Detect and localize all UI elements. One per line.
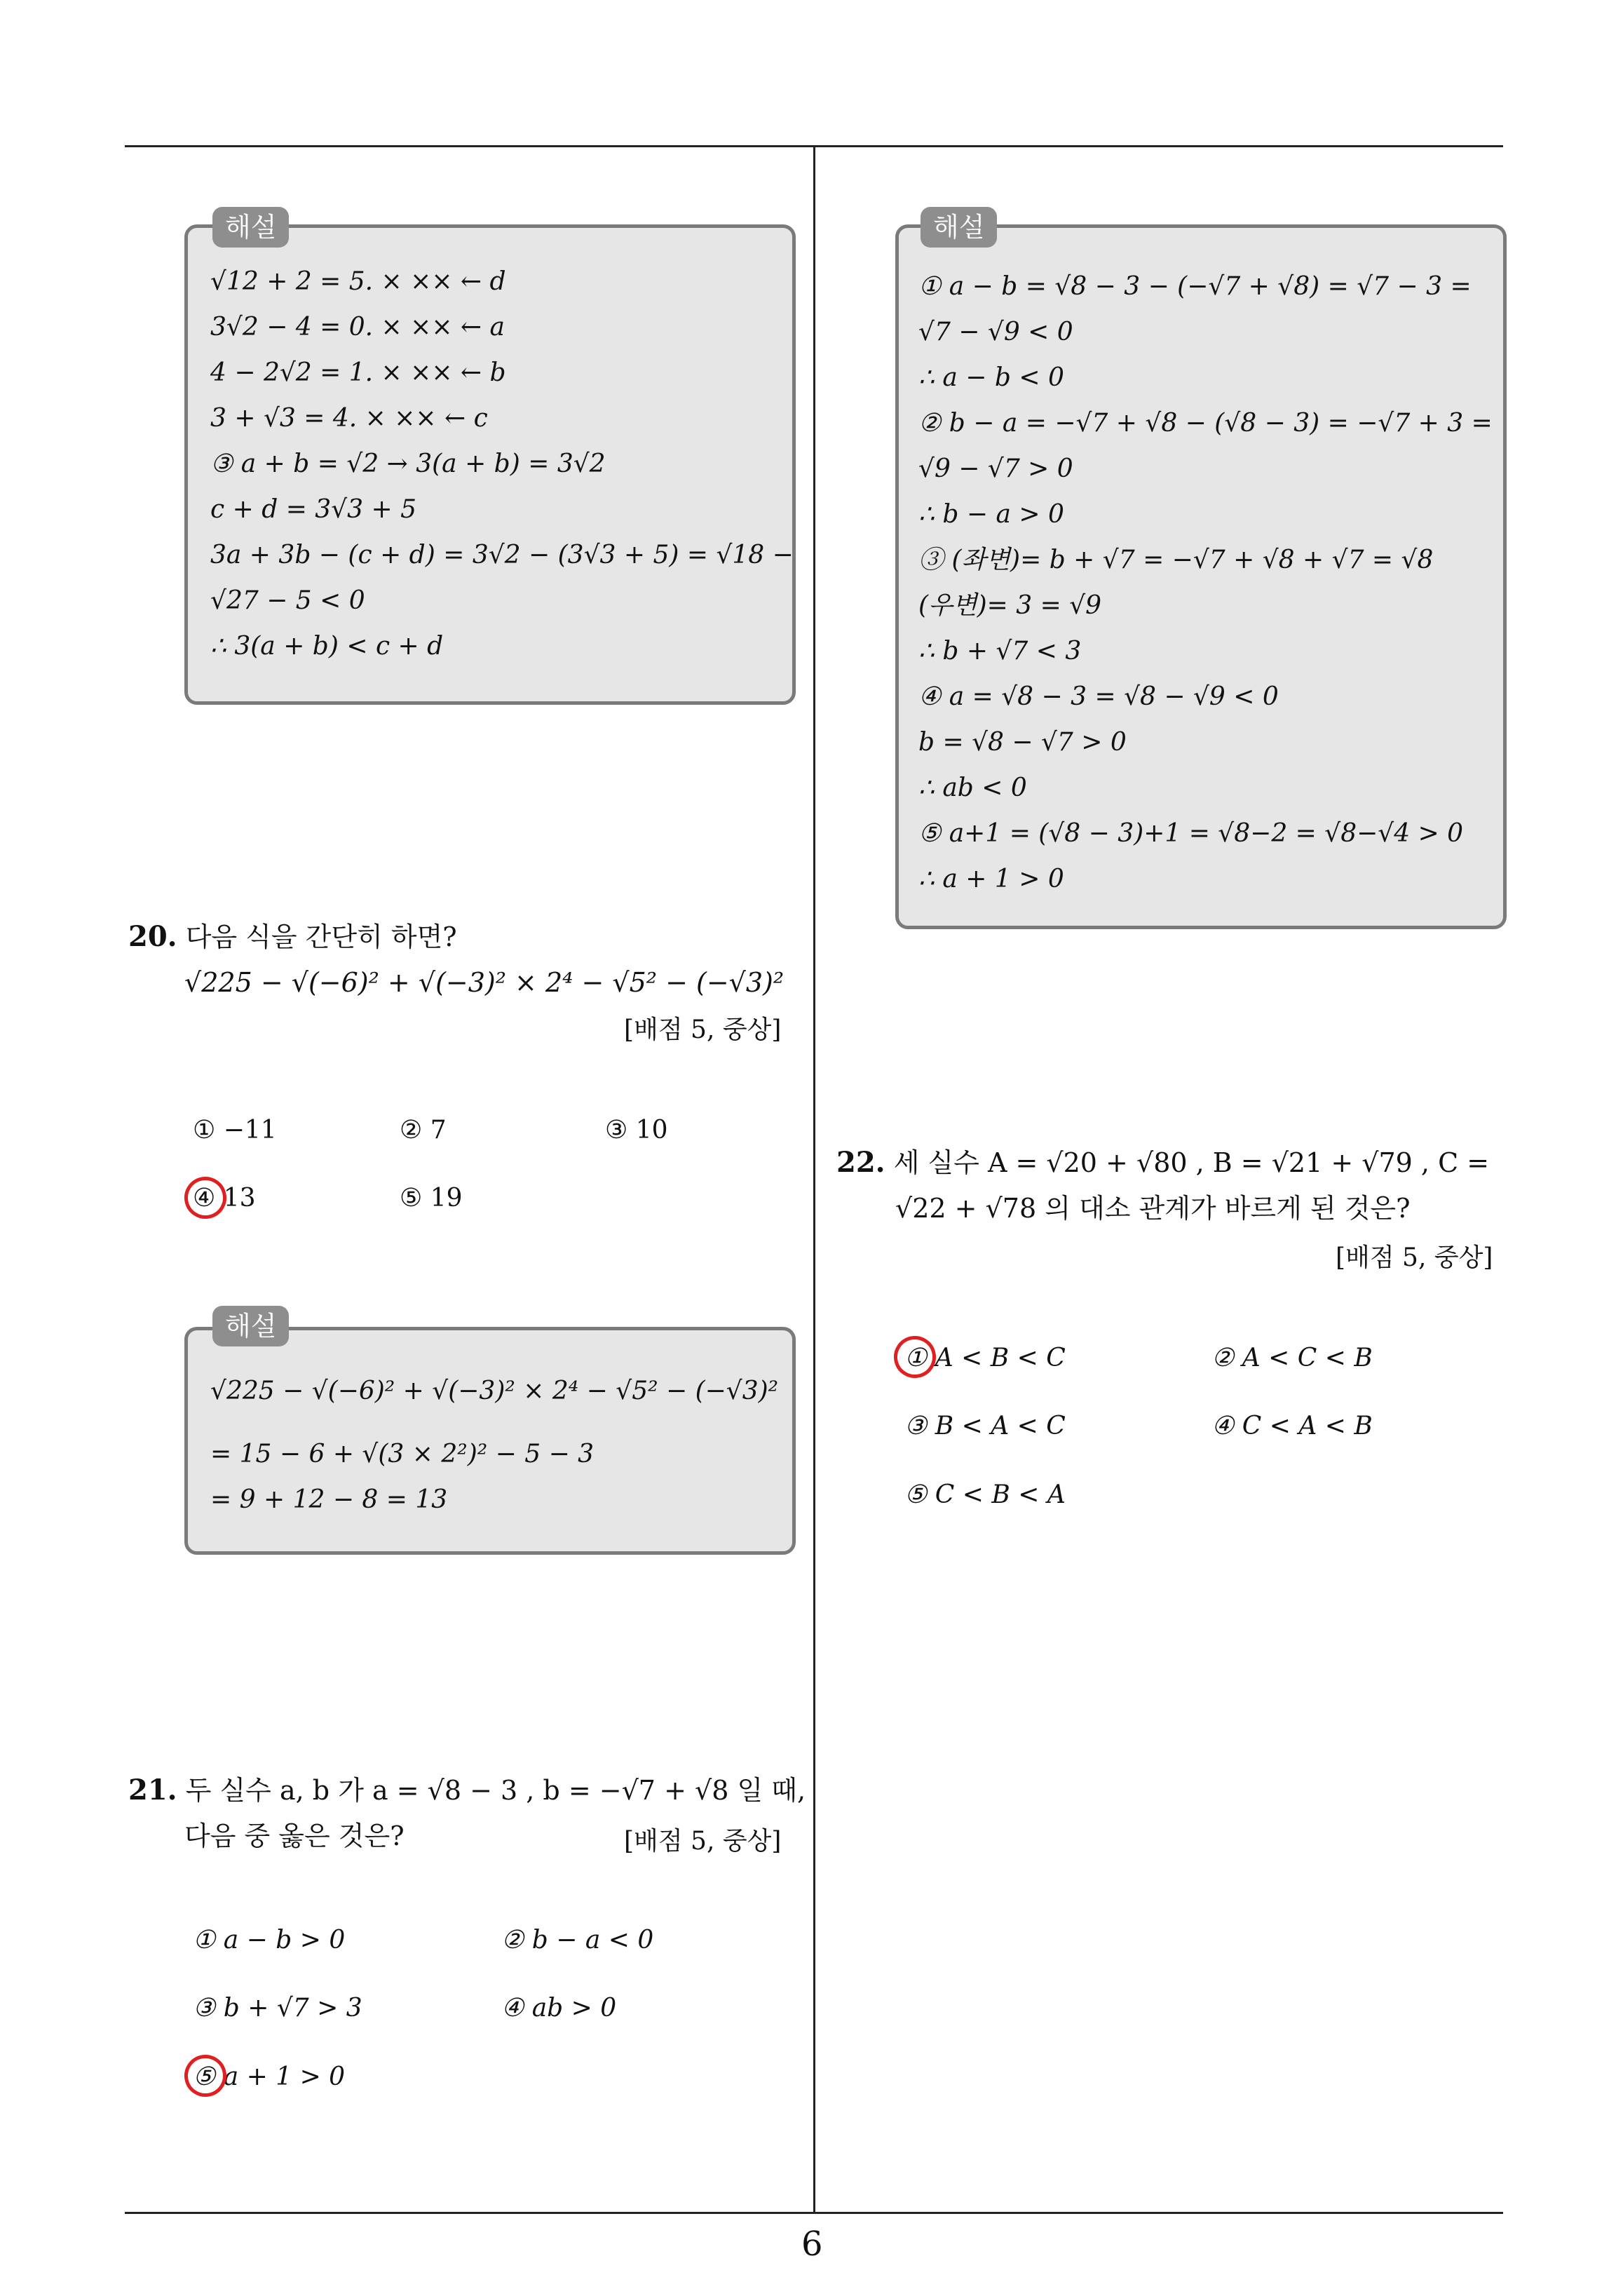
solution-line: = 9 + 12 − 8 = 13 — [210, 1485, 448, 1514]
solution-line: ③ a + b = √2 → 3(a + b) = 3√2 — [210, 450, 606, 478]
q21-option-5[interactable]: ⑤ a + 1 > 0 — [193, 2062, 346, 2091]
question-text: 다음 식을 간단히 하면? — [185, 921, 457, 952]
solution-line: = 15 − 6 + √(3 × 2²)² − 5 − 3 — [210, 1440, 595, 1468]
solution-box-20 — [184, 1327, 796, 1555]
q22-option-4[interactable]: ④ C < A < B — [1211, 1412, 1373, 1440]
question-20-points: [배점 5, 중상] — [624, 1015, 782, 1044]
solution-line: ∴ a + 1 > 0 — [918, 865, 1064, 893]
solution-line: ∴ b + √7 < 3 — [918, 637, 1082, 666]
question-number: 20. — [128, 920, 177, 953]
solution-line: c + d = 3√3 + 5 — [210, 495, 417, 524]
q20-answer-mark — [180, 1173, 230, 1222]
q22-option-3[interactable]: ③ B < A < C — [904, 1412, 1066, 1440]
question-22-points: [배점 5, 중상] — [1336, 1243, 1493, 1272]
solution-line: ∴ 3(a + b) < c + d — [210, 632, 444, 661]
q20-option-3[interactable]: ③ 10 — [605, 1116, 668, 1144]
question-22 — [836, 1147, 1489, 1179]
q20-option-5[interactable]: ⑤ 19 — [400, 1184, 463, 1213]
question-text: 세 실수 A = √20 + √80 , B = √21 + √79 , C = — [893, 1147, 1490, 1178]
question-22-text-2: √22 + √78 의 대소 관계가 바르게 된 것은? — [895, 1193, 1411, 1224]
solution-line: ① a − b = √8 − 3 − (−√7 + √8) = √7 − 3 = — [918, 272, 1472, 301]
q20-option-1[interactable]: ① −11 — [193, 1116, 277, 1144]
q22-option-5[interactable]: ⑤ C < B < A — [904, 1480, 1066, 1509]
solution-tag: 해설 — [921, 207, 997, 248]
q22-option-1[interactable]: ① A < B < C — [904, 1344, 1066, 1372]
question-number: 22. — [836, 1146, 885, 1179]
solution-tag: 해설 — [212, 207, 289, 248]
solution-line: √12 + 2 = 5. × ×× ← d — [210, 267, 506, 296]
solution-line: ∴ a − b < 0 — [918, 363, 1064, 392]
solution-line: √225 − √(−6)² + √(−3)² × 2⁴ − √5² − (−√3)² — [210, 1377, 779, 1405]
solution-line: ③ (좌변)= b + √7 = −√7 + √8 + √7 = √8 — [918, 546, 1434, 574]
q22-option-2[interactable]: ② A < C < B — [1211, 1344, 1373, 1372]
page-number: 6 — [801, 2224, 823, 2264]
solution-box-19 — [184, 224, 796, 705]
q20-option-4[interactable]: ④ 13 — [193, 1184, 256, 1213]
solution-line: 4 − 2√2 = 1. × ×× ← b — [210, 358, 506, 387]
q21-option-1[interactable]: ① a − b > 0 — [193, 1926, 346, 1954]
q21-option-3[interactable]: ③ b + √7 > 3 — [193, 1994, 362, 2022]
solution-box-21 — [895, 224, 1507, 929]
q21-option-2[interactable]: ② b − a < 0 — [501, 1926, 654, 1954]
q21-answer-mark — [180, 2051, 230, 2100]
solution-line: 3√2 − 4 = 0. × ×× ← a — [210, 313, 505, 342]
bottom-rule — [125, 2212, 1503, 2214]
solution-line: ∴ ab < 0 — [918, 774, 1027, 802]
column-divider — [813, 145, 815, 2214]
solution-line: √7 − √9 < 0 — [918, 318, 1073, 346]
question-number: 21. — [128, 1774, 177, 1807]
q21-option-4[interactable]: ④ ab > 0 — [501, 1994, 617, 2022]
solution-line: ② b − a = −√7 + √8 − (√8 − 3) = −√7 + 3 = — [918, 409, 1493, 438]
solution-line: ④ a = √8 − 3 = √8 − √9 < 0 — [918, 682, 1279, 711]
question-21 — [128, 1774, 806, 1807]
q22-answer-mark — [890, 1332, 939, 1382]
solution-line: √27 − 5 < 0 — [210, 586, 365, 615]
solution-tag: 해설 — [212, 1306, 289, 1346]
solution-line: (우변)= 3 = √9 — [918, 591, 1102, 620]
question-21-points: [배점 5, 중상] — [624, 1827, 782, 1856]
question-21-text-2: 다음 중 옳은 것은? — [184, 1821, 405, 1851]
solution-line: b = √8 − √7 > 0 — [918, 728, 1127, 757]
question-20-expression: √225 − √(−6)² + √(−3)² × 2⁴ − √5² − (−√3)² — [184, 967, 785, 998]
q20-option-2[interactable]: ② 7 — [400, 1116, 447, 1144]
solution-line: ∴ b − a > 0 — [918, 500, 1064, 529]
solution-line: ⑤ a+1 = (√8 − 3)+1 = √8−2 = √8−√4 > 0 — [918, 819, 1464, 848]
solution-line: √9 − √7 > 0 — [918, 454, 1073, 483]
question-20 — [128, 921, 457, 953]
solution-line: 3 + √3 = 4. × ×× ← c — [210, 404, 488, 433]
solution-line: 3a + 3b − (c + d) = 3√2 − (3√3 + 5) = √18 − — [210, 541, 794, 569]
question-text: 두 실수 a, b 가 a = √8 − 3 , b = −√7 + √8 일 때, — [185, 1775, 806, 1806]
